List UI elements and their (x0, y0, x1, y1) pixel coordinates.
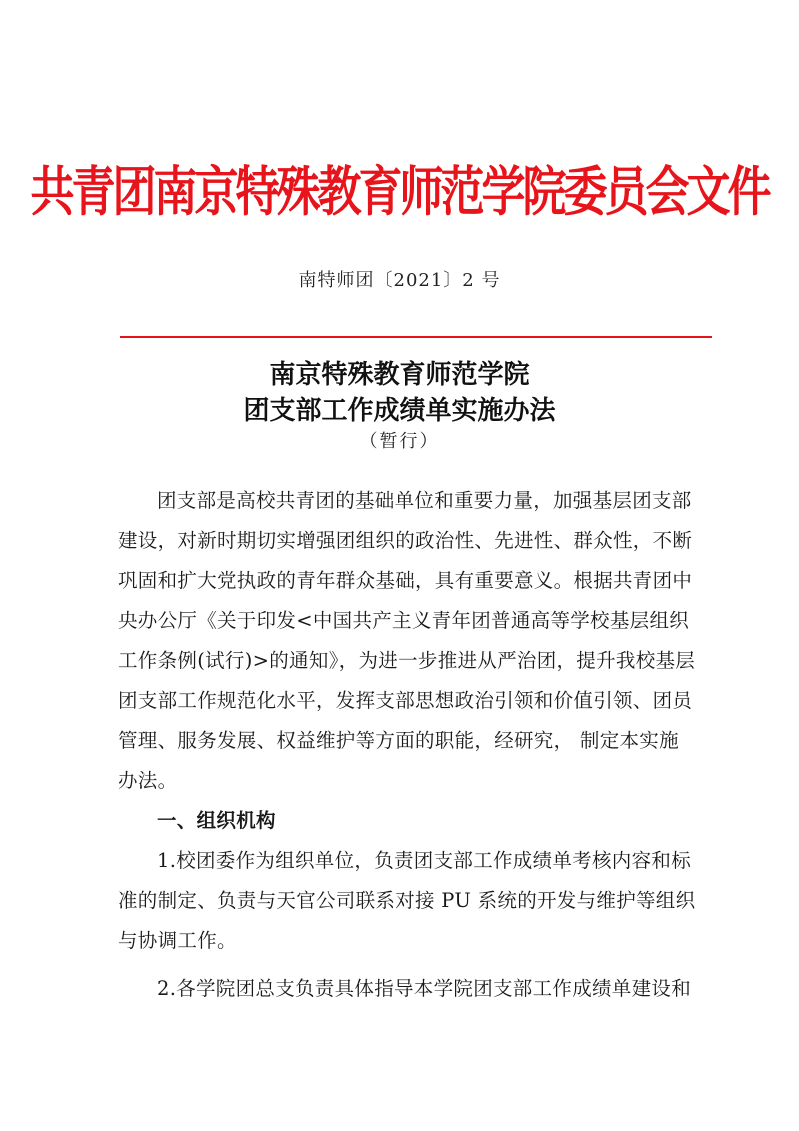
item-1-paragraph (118, 841, 702, 961)
item1-line: 与协调工作。 (118, 929, 237, 952)
intro-line: 办法。 (118, 769, 178, 792)
item-2-paragraph (118, 969, 702, 1009)
intro-line: 工作条例(试行)>的通知》，为进一步推进从严治团，提升我校基层 (118, 649, 696, 672)
document-title-line2: 团支部工作成绩单实施办法 (243, 396, 556, 426)
intro-line: 建设，对新时期切实增强团组织的政治性、先进性、群众性，不断 (118, 529, 693, 552)
intro-line: 团支部工作规范化水平，发挥支部思想政治引领和价值引领、团员 (118, 689, 693, 712)
section-heading: 一、组织机构 (157, 809, 276, 832)
red-header-title: 共青团南京特殊教育师范学院委员会文件 (30, 161, 769, 224)
intro-line: 管理、服务发展、权益维护等方面的职能，经研究， 制定本实施 (118, 729, 679, 752)
red-divider (120, 336, 712, 338)
item1-line: 准的制定、负责与天官公司联系对接 PU 系统的开发与维护等组织 (118, 889, 696, 912)
document-number: 南特师团〔2021〕2 号 (298, 270, 501, 291)
item2-line: 2.各学院团总支负责具体指导本学院团支部工作成绩单建设和 (157, 977, 692, 1000)
intro-line: 团支部是高校共青团的基础单位和重要力量，加强基层团支部 (157, 489, 692, 512)
intro-paragraph (118, 481, 702, 801)
intro-line: 央办公厅《关于印发<中国共产主义青年团普通高等学校基层组织 (118, 609, 690, 632)
intro-line: 巩固和扩大党执政的青年群众基础，具有重要意义。根据共青团中 (118, 569, 693, 592)
document-body (118, 481, 702, 1009)
document-title-line1: 南京特殊教育师范学院 (269, 360, 530, 390)
document-subtitle: （暂行） (359, 431, 440, 452)
item1-line: 1.校团委作为组织单位，负责团支部工作成绩单考核内容和标 (157, 849, 692, 872)
section-heading-organization (118, 801, 702, 841)
